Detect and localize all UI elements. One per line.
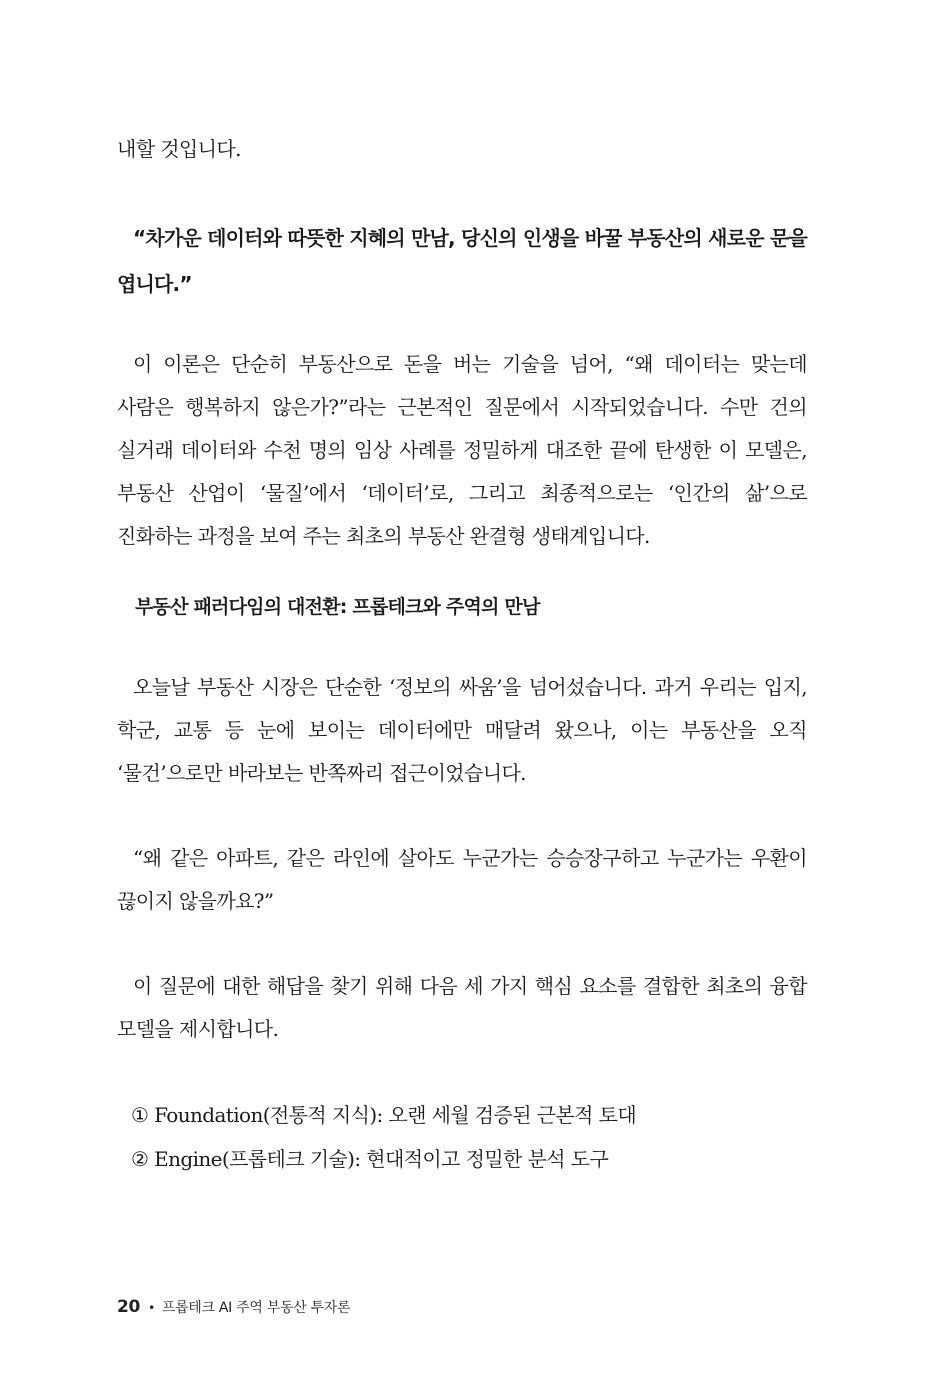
list-item: ① Foundation(전통적 지식): 오랜 세월 검증된 근본적 토대 [131, 1103, 637, 1127]
page-body [117, 128, 807, 1181]
paragraph-market: 오늘날 부동산 시장은 단순한 ‘정보의 싸움’을 넘어섰습니다. 과거 우리는 입지, 학군, 교통 등 눈에 보이는 데이터에만 매달려 왔으나, 이는 부동산을 오직 ‘물건’으로만 바라보는 반쪽짜리 접근이었습니다. [117, 675, 807, 785]
paragraph-model: 이 질문에 대한 해답을 찾기 위해 다음 세 가지 핵심 요소를 결합한 최초의 융합 모델을 제시합니다. [117, 974, 807, 1041]
book-title: 프롭테크 AI 주역 부동산 투자론 [161, 1300, 351, 1316]
list-item: ② Engine(프롭테크 기술): 현대적이고 정밀한 분석 도구 [131, 1147, 609, 1171]
paragraph-continuation: 내할 것입니다. [117, 137, 241, 161]
page-footer [117, 1297, 350, 1317]
section-heading: 부동산 패러다임의 대전환: 프롭테크와 주역의 만남 [135, 596, 540, 618]
page-number: 20 [117, 1297, 141, 1317]
quote-question: “왜 같은 아파트, 같은 라인에 살아도 누군가는 승승장구하고 누군가는 우환이 끊이지 않을까요?” [117, 846, 807, 913]
element-list [117, 1093, 807, 1181]
footer-separator: • [148, 1301, 155, 1315]
bold-quote: “차가운 데이터와 따뜻한 지혜의 만남, 당신의 인생을 바꿀 부동산의 새로운 문을 엽니다.” [117, 226, 807, 296]
paragraph-theory: 이 이론은 단순히 부동산으로 돈을 버는 기술을 넘어, “왜 데이터는 맞는데 사람은 행복하지 않은가?”라는 근본적인 질문에서 시작되었습니다. 수만 건의 실거래 데이터와 수천 명의 임상 사례를 정밀하게 대조한 끝에 탄생한 이 모델은, 부동산 산업이 ‘물질’에서 ‘데이터’로, 그리고 최종적으로는 ‘인간의 삶’으로 진화하는 과정을 보여 주는 최초의 부동산 완결형 생태계입니다. [117, 352, 807, 548]
